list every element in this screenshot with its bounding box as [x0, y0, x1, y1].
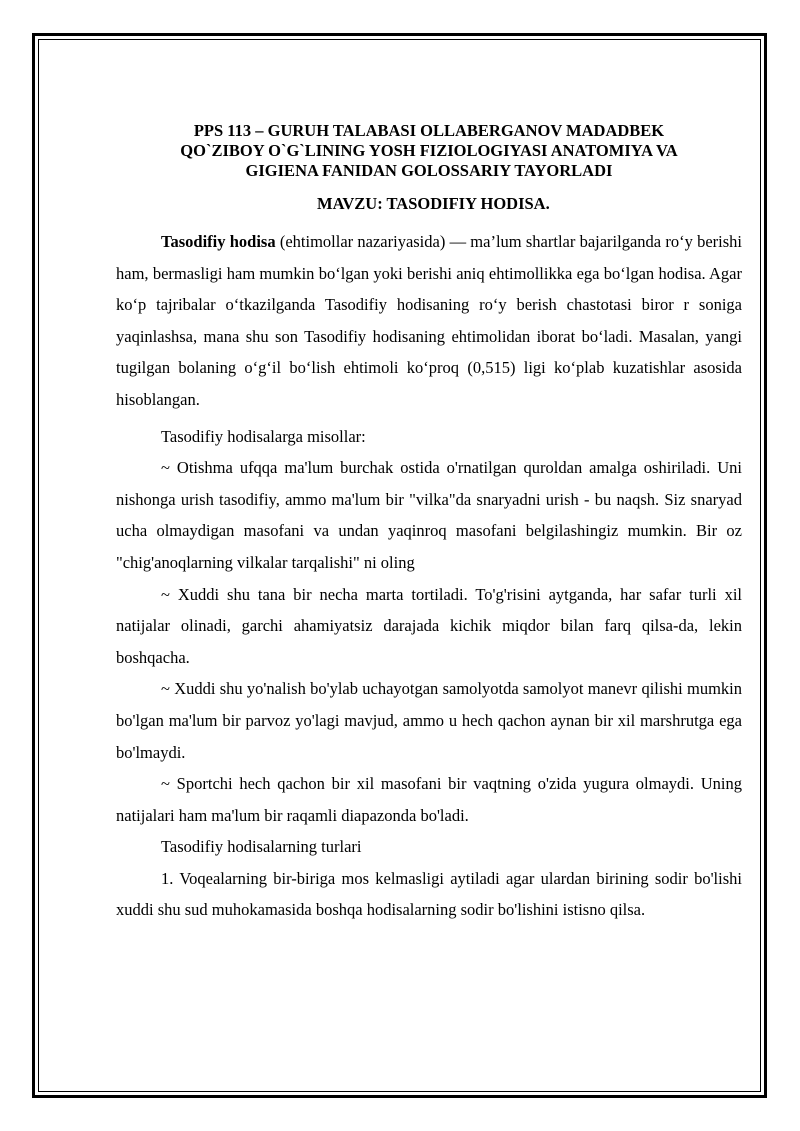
example-paragraph: ~ Xuddi shu tana bir necha marta tortiladi. To'g'risini aytganda, har safar turli xil natijalar olinadi, garchi ahamiyatsiz darajada kichik miqdor bilan farq qilsa-da, lekin boshqacha.: [116, 584, 742, 667]
examples-heading: Tasodifiy hodisalarga misollar:: [161, 426, 366, 446]
types-heading: Tasodifiy hodisalarning turlari: [161, 837, 362, 857]
example-paragraph: ~ Xuddi shu yo'nalish bo'ylab uchayotgan samolyotda samolyot manevr qilishi mumkin bo'lgan ma'lum bir parvoz yo'lagi mavjud, ammo u hech qachon aynan bir xil marshrutga ega bo'lmaydi.: [116, 679, 742, 762]
example-paragraph: ~ Sportchi hech qachon bir xil masofani bir vaqtning o'zida yugura olmaydi. Uning natijalari ham ma'lum bir raqamli diapazonda bo'ladi.: [116, 774, 742, 825]
example-paragraph: ~ Otishma ufqqa ma'lum burchak ostida o'rnatilgan quroldan amalga oshiriladi. Uni nishonga urish tasodifiy, ammo ma'lum bir "vilka"da snaryadni urish - bu naqsh. Siz snaryad ucha olmaydigan masofani va undan yaqinroq masofani belgilashingiz mumkin. Bir oz "chig'anoqlarning vilkalar tarqalishi" ni oling: [116, 458, 742, 572]
topic-heading: MAVZU: TASODIFIY HODISA.: [317, 194, 550, 213]
document-body: [116, 121, 742, 926]
definition-paragraph: [116, 226, 742, 416]
definition-term: Tasodifiy hodisa: [161, 232, 276, 251]
title-line: QO`ZIBOY O`G`LINING YOSH FIZIOLOGIYASI ANATOMIYA VA: [180, 141, 678, 160]
document-title: [116, 121, 742, 181]
type-paragraph: 1. Voqealarning bir-biriga mos kelmasligi aytiladi agar ulardan birining sodir bo'lishi xuddi shu sud muhokamasida boshqa hodisalarning sodir bo'lishini istisno qilsa.: [116, 868, 742, 920]
title-line: PPS 113 – GURUH TALABASI OLLABERGANOV MADADBEK: [193, 121, 665, 140]
title-line: GIGIENA FANIDAN GOLOSSARIY TAYORLADI: [245, 161, 613, 180]
definition-text: (ehtimollar nazariyasida) — ma’lum shartlar bajarilganda ro‘y berishi ham, bermasligi ham mumkin bo‘lgan yoki berishi aniq ehtimollikka ega bo‘lgan hodisa. Agar ko‘p tajribalar o‘tkazilganda Tasodifiy hodisaning ro‘y berish chastotasi biror r soniga yaqinlashsa, mana shu son Tasodifiy hodisaning ehtimolidan iborat bo‘ladi. Masalan, yangi tugilgan bolaning o‘g‘il bo‘lish ehtimoli ko‘proq (0,515) ligi ko‘plab kuzatishlar asosida hisoblangan.: [116, 232, 742, 409]
